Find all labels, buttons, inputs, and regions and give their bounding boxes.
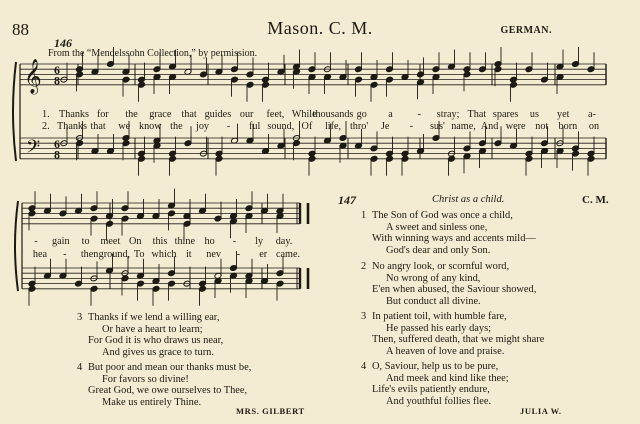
time-signature-bottom: 8	[54, 147, 60, 162]
stanza-number: 2	[361, 261, 367, 272]
lyric-syllable: thousands	[312, 109, 354, 120]
page-number: 88	[12, 20, 29, 39]
stanza-line: Thanks if we lend a willing ear,	[88, 312, 220, 323]
lyric-syllable: thine	[174, 236, 195, 247]
lyric-syllable: not	[535, 121, 549, 132]
stanza-line: God's dear and only Son.	[386, 244, 491, 256]
hymn-147-subtitle: Christ as a child.	[432, 194, 505, 205]
bass-clef-icon: 𝄢	[26, 137, 41, 162]
lyric-syllable: -	[63, 249, 67, 260]
stanza-line: Or have a heart to learn;	[102, 323, 203, 335]
lyric-syllable: Je	[380, 121, 390, 132]
lyric-syllable: -	[226, 121, 231, 132]
stanza-line: A heaven of love and praise.	[386, 345, 505, 357]
lyric-syllable: er	[259, 249, 268, 260]
lyric-syllable: the	[125, 109, 138, 120]
lyric-syllable: guides	[204, 109, 232, 120]
lyric-syllable: name,	[451, 121, 476, 132]
hymn-147-stanza-1	[361, 210, 536, 256]
stanza-number: 1	[361, 210, 367, 221]
hymn-146-credit: From the “Mendelssohn Collection,” by permission.	[48, 48, 258, 59]
stanza-line: He passed his early days;	[386, 322, 492, 334]
system1-brace	[13, 62, 16, 161]
treble-clef-icon: 𝄞	[24, 59, 42, 94]
hymn-146-number: 146	[54, 36, 72, 50]
lyric-syllable: which	[151, 249, 177, 260]
stanza-line: For favors so divine!	[102, 373, 189, 385]
system2-brace	[15, 201, 18, 291]
lyric-syllable: to	[81, 236, 90, 247]
lyric-syllable: a	[388, 109, 393, 120]
hymn-147-number: 147	[338, 193, 356, 207]
lyric-syllable: ly	[255, 236, 264, 247]
stanza-line: No angry look, or scornful word,	[372, 261, 510, 272]
hymn-146-author: MRS. GILBERT	[236, 406, 305, 416]
stanza-line: And gives us grace to turn.	[102, 346, 214, 358]
lyric-syllable: While	[291, 109, 317, 120]
time-signature-top: 6	[54, 63, 60, 77]
stanza-line: Then, suffered death, that we might share	[372, 334, 545, 346]
lyric-syllable: spares	[492, 109, 519, 120]
lyric-syllable: life,	[324, 121, 342, 132]
hymn-146-stanza-3	[77, 312, 224, 358]
lyric-syllable: for	[96, 109, 109, 120]
lyric-syllable: Thanks	[57, 121, 87, 132]
lyric-syllable: then	[80, 249, 99, 260]
time-signature-top: 6	[54, 137, 60, 151]
time-signature-bottom: 8	[54, 73, 60, 88]
lyric-syllable: sound,	[267, 121, 295, 132]
lyric-syllable: stray;	[436, 109, 460, 120]
stanza-line: Great God, we owe ourselves to Thee,	[88, 385, 248, 397]
lyric-syllable: were	[505, 121, 526, 132]
lyric-syllable: day.	[275, 236, 293, 247]
lyric-syllable: ful	[249, 121, 261, 132]
hymn-147-stanza-3	[361, 311, 545, 357]
hymn-147-author: JULIA W.	[520, 406, 562, 416]
stanza-number: 4	[77, 362, 83, 373]
stanza-line: The Son of God was once a child,	[372, 210, 513, 221]
stanza-line: Make us entirely Thine.	[102, 396, 202, 408]
lyric-syllable: On	[128, 236, 142, 247]
stanza-line: And youthful follies flee.	[386, 395, 492, 407]
stanza-line: No wrong of any kind,	[386, 272, 481, 284]
lyric-syllable: nev	[206, 249, 221, 260]
lyric-syllable: us	[529, 109, 539, 120]
lyric-syllable: To	[133, 249, 145, 260]
verse-label-2: 2.	[42, 121, 50, 132]
lyric-syllable: joy	[195, 121, 210, 132]
stanza-line: But conduct all divine.	[386, 295, 481, 307]
lyric-syllable: meet	[100, 236, 121, 247]
stanza-number: 4	[361, 361, 367, 372]
stanza-number: 3	[77, 312, 83, 323]
stanza-line: And meek and kind like thee;	[386, 372, 509, 384]
hymn-147-stanza-2	[361, 261, 537, 307]
lyric-syllable: know	[138, 121, 162, 132]
lyric-syllable: -	[34, 236, 38, 247]
hymn-146-stanza-4	[77, 362, 252, 408]
lyric-syllable: feet,	[266, 109, 285, 120]
tune-origin: GERMAN.	[500, 25, 552, 36]
lyric-syllable: -	[409, 121, 413, 132]
tune-title: Mason. C. M.	[267, 18, 373, 38]
lyric-syllable: ground,	[98, 249, 131, 260]
lyric-syllable: Of	[301, 121, 313, 132]
stanza-line: But poor and mean our thanks must be,	[88, 362, 252, 373]
lyric-syllable: -	[236, 249, 241, 260]
lyric-syllable: it	[185, 249, 192, 260]
lyric-syllable: sus'	[429, 121, 445, 132]
stanza-line: For God it is who draws us near,	[88, 335, 224, 347]
lyric-syllable: -	[232, 236, 237, 247]
lyric-syllable: go	[356, 109, 367, 120]
lyric-syllable: And	[480, 121, 499, 132]
lyric-syllable: -	[417, 109, 422, 120]
stanza-line: E'en when abused, the Saviour showed,	[372, 284, 537, 296]
stanza-line: With winning ways and accents mild—	[372, 233, 536, 245]
lyric-syllable: yet	[556, 109, 570, 120]
lyric-syllable: Thanks	[59, 109, 89, 120]
lyric-syllable: the	[170, 121, 183, 132]
lyric-syllable: our	[239, 109, 254, 120]
lyric-syllable: grace	[149, 109, 172, 120]
hymn-147-meter: C. M.	[582, 194, 609, 206]
hymn-147-stanza-4	[361, 361, 509, 407]
lyric-syllable: born	[558, 121, 578, 132]
lyric-syllable: we	[118, 121, 131, 132]
lyric-syllable: that	[181, 109, 197, 120]
lyric-syllable: this	[152, 236, 168, 247]
lyric-syllable: thro'	[349, 121, 369, 132]
stanza-line: A sweet and sinless one,	[386, 221, 488, 233]
stanza-line: Life's evils patiently endure,	[372, 384, 490, 396]
lyric-syllable: hea	[32, 249, 48, 260]
lyric-syllable: on	[588, 121, 600, 132]
stanza-number: 3	[361, 311, 367, 322]
stanza-line: In patient toil, with humble fare,	[372, 311, 507, 322]
verse-label-1: 1.	[42, 109, 50, 120]
lyric-syllable: came.	[275, 249, 301, 260]
lyric-syllable: ho	[204, 236, 215, 247]
lyric-syllable: That	[467, 109, 487, 120]
stanza-line: O, Saviour, help us to be pure,	[372, 361, 499, 372]
lyric-syllable: that	[90, 121, 106, 132]
lyric-syllable: gain	[52, 236, 70, 247]
lyric-syllable: a-	[588, 109, 596, 120]
